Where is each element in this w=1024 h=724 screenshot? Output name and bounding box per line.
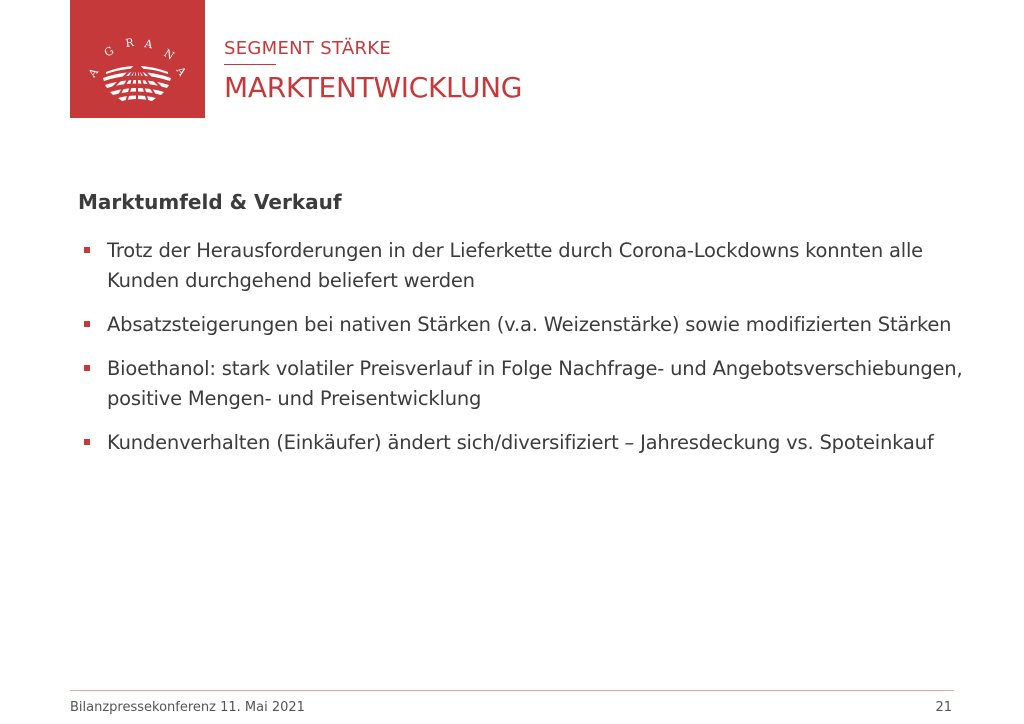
page-number: 21 (935, 700, 952, 715)
bullet-text: Trotz der Herausforderungen in der Lieferkette durch Corona-Lockdowns konnten alle Kunden durchgehend beliefert werden (107, 239, 923, 292)
square-bullet-icon (84, 439, 90, 445)
svg-text:R: R (124, 35, 135, 50)
bullet-list (78, 236, 978, 472)
square-bullet-icon (84, 321, 90, 327)
bullet-text: Kundenverhalten (Einkäufer) ändert sich/diversifiziert – Jahresdeckung vs. Spoteinkauf (107, 431, 934, 454)
footer-event: Bilanzpressekonferenz 11. Mai 2021 (70, 700, 305, 715)
bullet-text: Absatzsteigerungen bei nativen Stärken (v.a. Weizenstärke) sowie modifizierten Stärken (107, 313, 952, 336)
agrana-logo-mark (70, 0, 205, 118)
agrana-logo (70, 0, 205, 118)
slide-title: MARKTENTWICKLUNG (224, 71, 523, 104)
footer-divider (70, 690, 954, 691)
bullet-item (78, 354, 978, 414)
section-heading: Marktumfeld & Verkauf (78, 190, 342, 214)
square-bullet-icon (84, 365, 90, 371)
svg-text:N: N (161, 46, 177, 63)
bullet-item (78, 236, 978, 296)
bullet-text: Bioethanol: stark volatiler Preisverlauf in Folge Nachfrage- und Angebotsverschiebungen, positive Mengen- und Preisentwicklung (107, 357, 963, 410)
bullet-item (78, 310, 978, 340)
svg-text:G: G (102, 43, 117, 60)
bullet-item (78, 428, 978, 458)
svg-text:A: A (173, 64, 189, 79)
svg-text:A: A (85, 65, 102, 80)
square-bullet-icon (84, 247, 90, 253)
title-divider (224, 64, 276, 65)
slide-header (224, 38, 522, 105)
svg-text:A: A (143, 37, 154, 52)
slide-subtitle: SEGMENT STÄRKE (224, 38, 392, 59)
